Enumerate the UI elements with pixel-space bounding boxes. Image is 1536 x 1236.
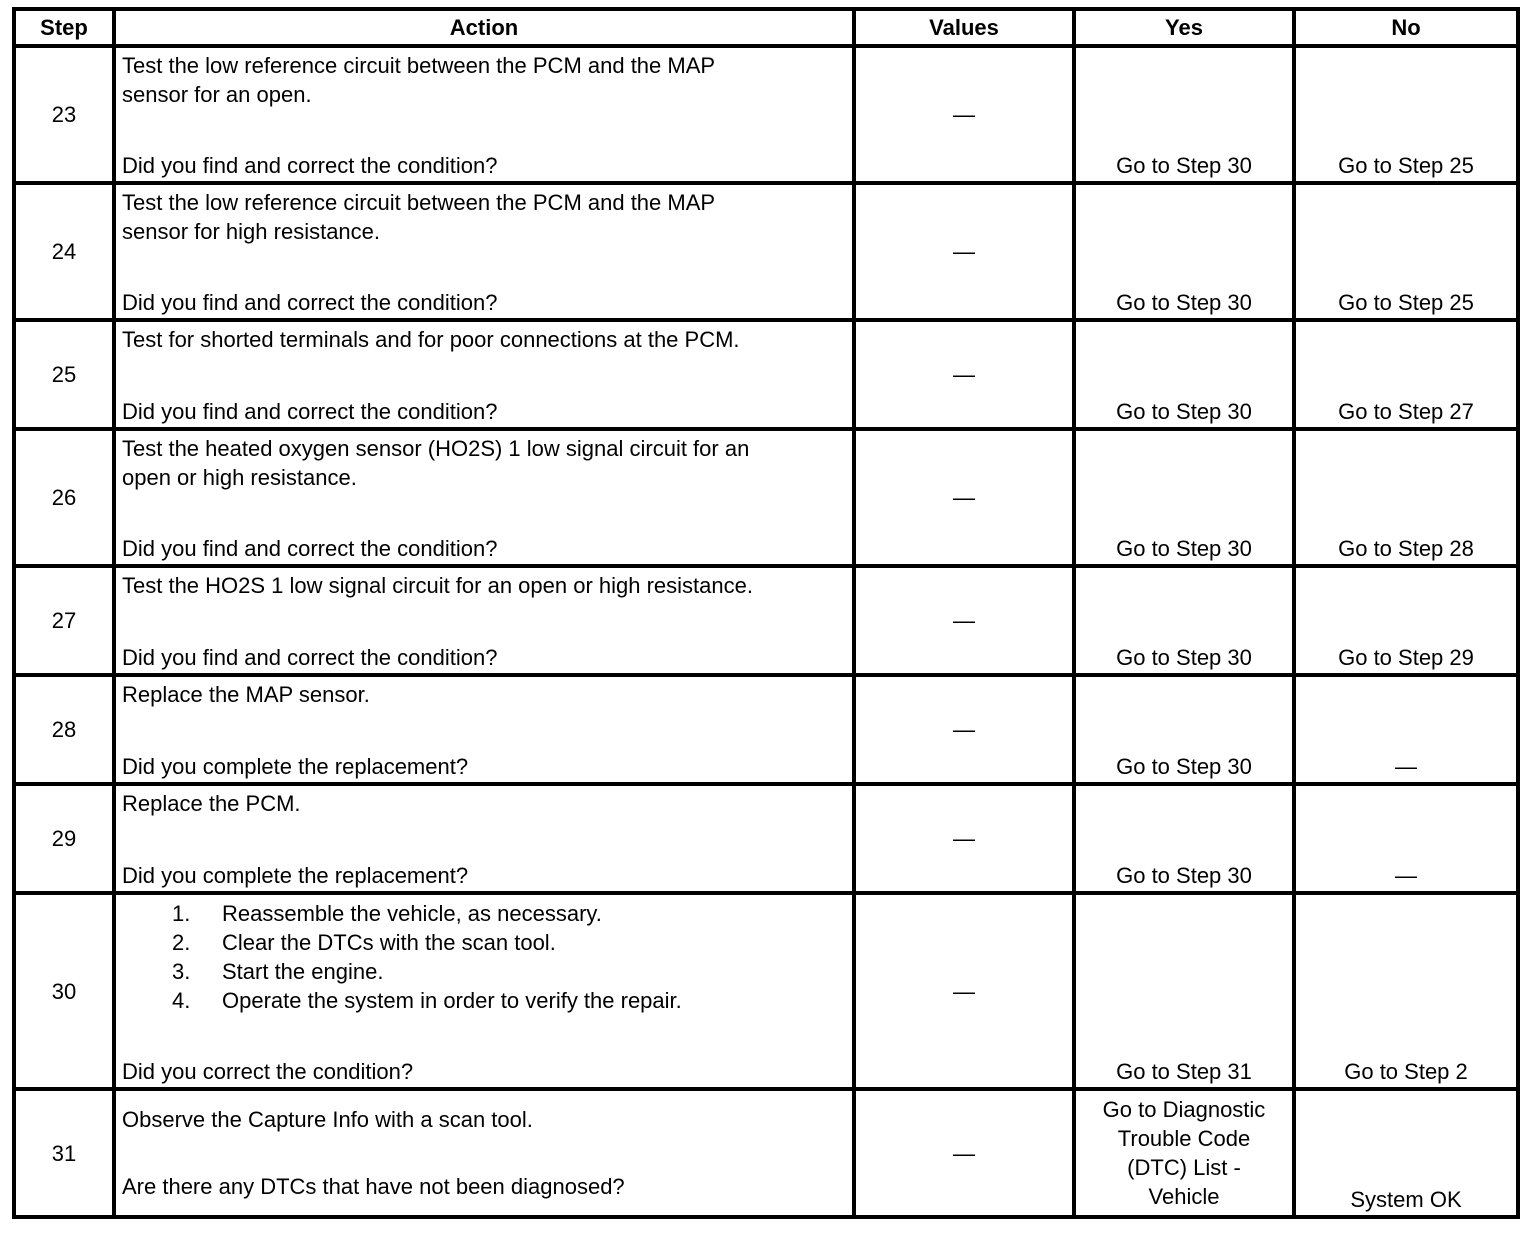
yes-cell: Go to Step 30: [1074, 784, 1294, 893]
action-instruction: open or high resistance.: [122, 465, 357, 490]
yes-cell: Go to Step 30: [1074, 675, 1294, 784]
action-question: Did you correct the condition?: [122, 1059, 414, 1084]
no-cell: Go to Step 2: [1294, 893, 1518, 1089]
no-cell: —: [1294, 784, 1518, 893]
action-question: Did you find and correct the condition?: [122, 399, 498, 424]
no-cell: Go to Step 27: [1294, 320, 1518, 429]
action-cell: [114, 566, 854, 675]
step-number: 24: [14, 183, 114, 320]
action-instruction: sensor for high resistance.: [122, 219, 381, 244]
value-cell: —: [854, 893, 1074, 1089]
table-row: [14, 1089, 1518, 1217]
yes-cell: Go to Step 30: [1074, 566, 1294, 675]
step-number: 30: [14, 893, 114, 1089]
no-cell: —: [1294, 675, 1518, 784]
action-question: Did you complete the replacement?: [122, 754, 469, 779]
action-instruction: Test the heated oxygen sensor (HO2S) 1 low signal circuit for an: [122, 436, 750, 461]
action-question: Did you find and correct the condition?: [122, 290, 498, 315]
action-instruction: Test for shorted terminals and for poor connections at the PCM.: [122, 327, 740, 352]
action-instruction: Test the low reference circuit between the PCM and the MAP: [122, 53, 716, 78]
action-instruction: sensor for an open.: [122, 82, 312, 107]
diagnostic-table: [12, 7, 1520, 1219]
action-cell: [114, 1089, 854, 1217]
action-instruction: Test the low reference circuit between the PCM and the MAP: [122, 190, 716, 215]
no-cell: Go to Step 29: [1294, 566, 1518, 675]
yes-cell: Go to Step 30: [1074, 320, 1294, 429]
value-cell: —: [854, 429, 1074, 566]
table-row: [14, 46, 1518, 183]
action-cell: [114, 675, 854, 784]
table-row: [14, 429, 1518, 566]
action-cell: [114, 784, 854, 893]
action-question: Did you find and correct the condition?: [122, 536, 498, 561]
header-action: Action: [114, 9, 854, 46]
yes-cell: Go to Step 31: [1074, 893, 1294, 1089]
header-values: Values: [854, 9, 1074, 46]
value-cell: —: [854, 675, 1074, 784]
action-instruction: Observe the Capture Info with a scan tool.: [122, 1107, 533, 1132]
no-cell: Go to Step 25: [1294, 46, 1518, 183]
header-yes: Yes: [1074, 9, 1294, 46]
step-number: 29: [14, 784, 114, 893]
table-row: [14, 675, 1518, 784]
value-cell: —: [854, 183, 1074, 320]
table-row: [14, 784, 1518, 893]
step-number: 26: [14, 429, 114, 566]
action-question: Did you complete the replacement?: [122, 863, 469, 888]
table-row: [14, 183, 1518, 320]
value-cell: —: [854, 320, 1074, 429]
value-cell: —: [854, 784, 1074, 893]
action-instruction: Replace the PCM.: [122, 791, 301, 816]
yes-cell: Go to Step 30: [1074, 46, 1294, 183]
action-cell: [114, 893, 854, 1089]
list-item: 4. Operate the system in order to verify the repair.: [172, 988, 682, 1013]
procedure-list: [122, 899, 846, 1015]
header-no: No: [1294, 9, 1518, 46]
step-number: 28: [14, 675, 114, 784]
action-cell: [114, 320, 854, 429]
action-instruction: Replace the MAP sensor.: [122, 682, 370, 707]
table-row: [14, 893, 1518, 1089]
yes-cell: Go to Step 30: [1074, 429, 1294, 566]
header-row: [14, 9, 1518, 46]
action-cell: [114, 46, 854, 183]
action-question: Are there any DTCs that have not been diagnosed?: [122, 1174, 625, 1199]
action-cell: [114, 429, 854, 566]
list-item: 1. Reassemble the vehicle, as necessary.: [172, 901, 602, 926]
value-cell: —: [854, 566, 1074, 675]
action-instruction: Test the HO2S 1 low signal circuit for an open or high resistance.: [122, 573, 753, 598]
yes-cell: Go to Step 30: [1074, 183, 1294, 320]
action-question: Did you find and correct the condition?: [122, 645, 498, 670]
yes-cell: Go to Diagnostic Trouble Code (DTC) List - Vehicle: [1074, 1089, 1294, 1217]
list-item: 3. Start the engine.: [172, 959, 384, 984]
action-cell: [114, 183, 854, 320]
step-number: 25: [14, 320, 114, 429]
table-row: [14, 566, 1518, 675]
step-number: 27: [14, 566, 114, 675]
step-number: 31: [14, 1089, 114, 1217]
no-cell: Go to Step 25: [1294, 183, 1518, 320]
no-cell: System OK: [1294, 1089, 1518, 1217]
value-cell: —: [854, 46, 1074, 183]
header-step: Step: [14, 9, 114, 46]
no-cell: Go to Step 28: [1294, 429, 1518, 566]
value-cell: —: [854, 1089, 1074, 1217]
action-question: Did you find and correct the condition?: [122, 153, 498, 178]
list-item: 2. Clear the DTCs with the scan tool.: [172, 930, 556, 955]
step-number: 23: [14, 46, 114, 183]
table-row: [14, 320, 1518, 429]
